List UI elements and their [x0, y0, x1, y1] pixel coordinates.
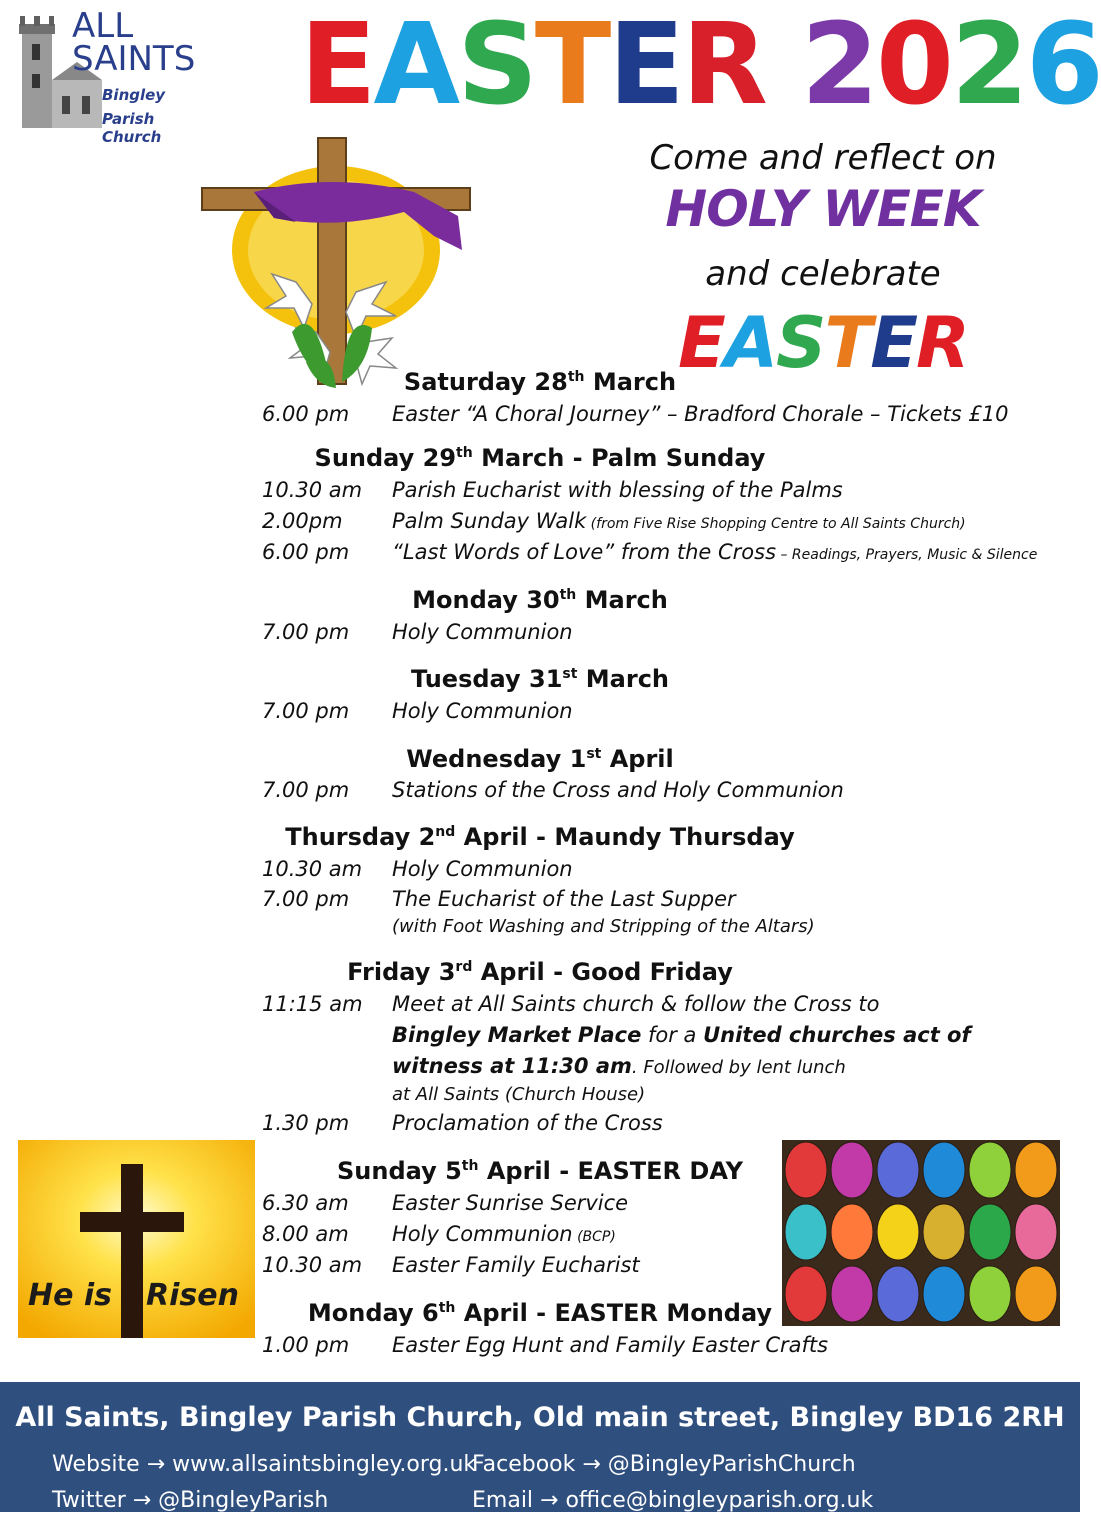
easter-letter: E	[678, 302, 724, 384]
event-description: Easter “A Choral Journey” – Bradford Chorale – Tickets £10	[392, 402, 1009, 426]
event-description: Holy Communion	[392, 857, 573, 881]
easter-egg-icon	[877, 1142, 919, 1198]
day-heading-maundy-thursday: Thursday 2nd April - Maundy Thursday	[285, 823, 795, 851]
easter-egg-icon	[1015, 1142, 1057, 1198]
facebook-link[interactable]: Facebook → @BingleyParishChurch	[472, 1452, 856, 1477]
title-letter: 2	[801, 0, 876, 130]
easter-egg-icon	[923, 1142, 965, 1198]
title-letter: T	[534, 0, 609, 130]
he-is-risen-image	[18, 1140, 255, 1338]
event-description: Easter Egg Hunt and Family Easter Crafts	[392, 1333, 829, 1357]
easter-egg-icon	[923, 1204, 965, 1260]
day-heading-good-friday: Friday 3rd April - Good Friday	[347, 958, 733, 986]
event-note: – Readings, Prayers, Music & Silence	[776, 547, 1038, 563]
event-time: 10.30 am	[262, 857, 363, 881]
risen-text-left: He is	[28, 1278, 113, 1313]
day-heading-palm-sunday: Sunday 29th March - Palm Sunday	[314, 444, 766, 472]
easter-egg-icon	[785, 1204, 827, 1260]
event-time: 6.30 am	[262, 1191, 349, 1215]
easter-egg-icon	[923, 1266, 965, 1322]
risen-text-right: Risen	[146, 1278, 239, 1313]
website-link[interactable]: Website → www.allsaintsbingley.org.uk	[52, 1452, 477, 1477]
event-description: “Last Words of Love” from the Cross – Readings, Prayers, Music & Silence	[392, 540, 1038, 564]
easter-egg-icon	[877, 1266, 919, 1322]
day-heading-saturday: Saturday 28th March	[403, 368, 677, 396]
title-letter: A	[373, 0, 458, 130]
event-description: Holy Communion	[392, 620, 573, 644]
logo-subtitle-1: Bingley	[102, 86, 166, 104]
easter-egg-icon	[969, 1142, 1011, 1198]
title-letter: R	[681, 0, 766, 130]
day-heading-easter-monday: Monday 6th April - EASTER Monday	[307, 1299, 773, 1327]
event-description: Easter Family Eucharist	[392, 1253, 640, 1277]
easter-egg-icon	[1015, 1266, 1057, 1322]
easter-egg-icon	[785, 1142, 827, 1198]
day-heading-easter-day: Sunday 5th April - EASTER DAY	[337, 1157, 743, 1185]
title-letter: 0	[875, 0, 951, 130]
easter-letter: R	[916, 302, 968, 384]
event-description: Holy Communion (BCP)	[392, 1222, 616, 1246]
easter-egg-icon	[1015, 1204, 1057, 1260]
event-description: Holy Communion	[392, 699, 573, 723]
event-note: at All Saints (Church House)	[392, 1084, 646, 1105]
event-time: 10.30 am	[262, 478, 363, 502]
page-title	[300, 0, 1101, 130]
event-note: (BCP)	[572, 1229, 616, 1245]
easter-letter: S	[776, 302, 825, 384]
slogan-line-3: and celebrate	[705, 254, 941, 294]
slogan-line-2: HOLY WEEK	[665, 180, 981, 238]
event-description: witness at 11:30 am. Followed by lent lunch	[392, 1054, 846, 1078]
title-letter	[765, 0, 801, 130]
logo-line-2: SAINTS	[72, 39, 196, 79]
event-description: Stations of the Cross and Holy Communion	[392, 778, 844, 802]
easter-letter: T	[824, 302, 871, 384]
event-description: Proclamation of the Cross	[392, 1111, 663, 1135]
church-logo	[14, 4, 214, 146]
event-description: Meet at All Saints church & follow the Cross to	[392, 992, 880, 1016]
event-description: Parish Eucharist with blessing of the Palms	[392, 478, 843, 502]
contact-footer	[0, 1382, 1080, 1512]
easter-egg-icon	[831, 1266, 873, 1322]
event-description: Palm Sunday Walk (from Five Rise Shopping Centre to All Saints Church)	[392, 509, 966, 533]
day-heading-tuesday: Tuesday 31st March	[410, 665, 670, 693]
event-time: 10.30 am	[262, 1253, 363, 1277]
twitter-link[interactable]: Twitter → @BingleyParish	[52, 1488, 329, 1513]
title-letter: 6	[1025, 0, 1101, 130]
logo-name	[72, 6, 196, 79]
cross-with-lilies-icon	[196, 132, 476, 388]
event-time: 1.00 pm	[262, 1333, 350, 1357]
logo-subtitle-2: Parish Church	[102, 110, 162, 146]
event-time: 2.00pm	[262, 509, 343, 533]
event-time: 7.00 pm	[262, 778, 350, 802]
logo-line-1: ALL	[72, 6, 134, 46]
event-description: Easter Sunrise Service	[392, 1191, 629, 1215]
event-description: The Eucharist of the Last Supper	[392, 887, 736, 911]
easter-eggs-image	[782, 1140, 1060, 1326]
event-note: (with Foot Washing and Stripping of the Altars)	[392, 916, 815, 937]
day-heading-monday: Monday 30th March	[412, 586, 668, 614]
title-letter: E	[608, 0, 682, 130]
easter-egg-icon	[831, 1142, 873, 1198]
email-link[interactable]: Email → office@bingleyparish.org.uk	[472, 1488, 874, 1513]
easter-egg-icon	[969, 1204, 1011, 1260]
title-letter: S	[457, 0, 535, 130]
event-description: Bingley Market Place for a United churches act of	[392, 1023, 971, 1047]
easter-letter: E	[870, 302, 917, 384]
event-time: 11:15 am	[262, 992, 363, 1016]
church-address: All Saints, Bingley Parish Church, Old main street, Bingley BD16 2RH	[15, 1402, 1065, 1433]
event-note: (from Five Rise Shopping Centre to All Saints Church)	[586, 516, 966, 532]
event-time: 7.00 pm	[262, 887, 350, 911]
easter-egg-icon	[831, 1204, 873, 1260]
event-time: 8.00 am	[262, 1222, 349, 1246]
title-letter: 2	[950, 0, 1026, 130]
easter-egg-icon	[969, 1266, 1011, 1322]
event-time: 6.00 pm	[262, 540, 350, 564]
event-time: 7.00 pm	[262, 620, 350, 644]
easter-letter: A	[723, 302, 777, 384]
easter-egg-icon	[785, 1266, 827, 1322]
title-letter: E	[300, 0, 374, 130]
event-time: 1.30 pm	[262, 1111, 350, 1135]
easter-egg-icon	[877, 1204, 919, 1260]
slogan-line-1: Come and reflect on	[649, 138, 997, 178]
day-heading-wednesday: Wednesday 1st April	[406, 745, 674, 773]
event-time: 7.00 pm	[262, 699, 350, 723]
event-time: 6.00 pm	[262, 402, 350, 426]
